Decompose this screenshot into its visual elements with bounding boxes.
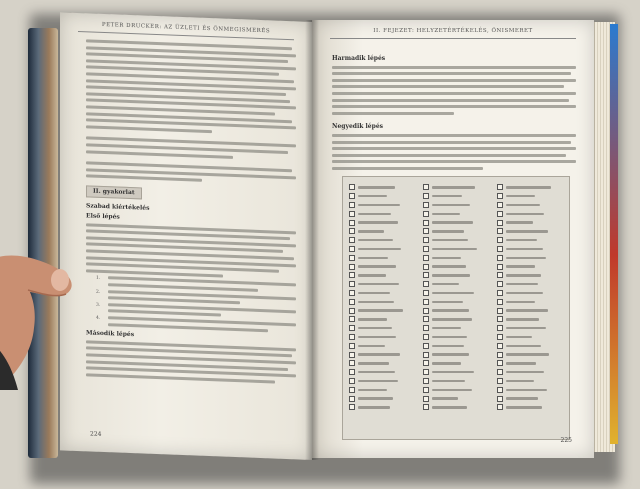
checklist-item	[497, 192, 567, 201]
checkbox-icon	[349, 228, 355, 234]
checkbox-icon	[497, 290, 503, 296]
checkbox-icon	[349, 299, 355, 305]
checkbox-icon	[349, 325, 355, 331]
checklist-item	[349, 245, 419, 254]
checklist-item	[497, 183, 567, 192]
checklist-item	[497, 385, 567, 394]
checklist-item-text	[506, 406, 542, 408]
checklist-item	[423, 236, 493, 245]
checkbox-icon	[497, 343, 503, 349]
checkbox-icon	[349, 220, 355, 226]
checkbox-icon	[349, 334, 355, 340]
checklist-item-text	[358, 380, 398, 382]
checklist-item-text	[358, 362, 389, 364]
checklist-item-text	[432, 389, 472, 391]
checkbox-icon	[349, 272, 355, 278]
checklist-item	[497, 253, 567, 262]
checkbox-icon	[423, 255, 429, 261]
checkbox-icon	[497, 193, 503, 199]
checkbox-icon	[349, 202, 355, 208]
checklist-item	[423, 368, 493, 377]
checklist-item	[423, 341, 493, 350]
checkbox-icon	[497, 369, 503, 375]
checklist-item	[497, 333, 567, 342]
checkbox-icon	[349, 255, 355, 261]
checkbox-icon	[497, 264, 503, 270]
checklist-item	[349, 236, 419, 245]
checklist-item	[423, 253, 493, 262]
checklist-item-text	[358, 204, 400, 206]
checkbox-icon	[423, 246, 429, 252]
checkbox-icon	[423, 228, 429, 234]
checkbox-icon	[349, 290, 355, 296]
checklist-item	[349, 262, 419, 271]
checklist-item-text	[506, 195, 535, 197]
checklist-item	[423, 262, 493, 271]
checklist-item	[497, 297, 567, 306]
checklist-item-text	[506, 239, 537, 241]
checkbox-icon	[497, 396, 503, 402]
checklist-item-text	[358, 186, 395, 188]
checklist-item	[349, 297, 419, 306]
checklist-item	[497, 377, 567, 386]
checklist-item	[349, 306, 419, 315]
checklist-item-text	[506, 345, 541, 347]
checklist-item	[349, 385, 419, 394]
checklist-item	[423, 209, 493, 218]
right-text-top	[332, 54, 576, 174]
checkbox-icon	[423, 308, 429, 314]
checkbox-icon	[349, 396, 355, 402]
checklist-item-text	[432, 186, 475, 188]
checklist-table	[342, 176, 570, 440]
checklist-item-text	[432, 204, 470, 206]
checklist-item	[497, 236, 567, 245]
checkbox-icon	[423, 360, 429, 366]
checklist-item-text	[432, 230, 464, 232]
checkbox-icon	[423, 352, 429, 358]
checklist-item-text	[506, 327, 546, 329]
checklist-item-text	[358, 248, 401, 250]
checklist-item	[423, 297, 493, 306]
checkbox-icon	[349, 184, 355, 190]
checklist-item	[497, 359, 567, 368]
left-text-top	[86, 39, 296, 387]
checklist-item-text	[358, 397, 393, 399]
checklist-item	[497, 324, 567, 333]
left-subheading-2: Első lépés	[86, 212, 120, 221]
checkbox-icon	[349, 369, 355, 375]
checklist-item-text	[358, 213, 391, 215]
checklist-item	[423, 394, 493, 403]
left-page-number: 224	[90, 430, 102, 438]
checklist-item	[497, 280, 567, 289]
checklist-item	[349, 183, 419, 192]
checklist-item-text	[358, 389, 387, 391]
checklist-item-text	[506, 204, 540, 206]
section-label: II. gyakorlat	[86, 185, 142, 200]
checklist-item	[497, 315, 567, 324]
checkbox-icon	[349, 193, 355, 199]
checklist-item	[423, 359, 493, 368]
checklist-item-text	[506, 362, 536, 364]
left-page	[60, 12, 312, 460]
right-running-head-text: II. FEJEZET: HELYZETÉRTÉKELÉS, ÖNISMERET	[373, 28, 533, 34]
checkbox-icon	[423, 343, 429, 349]
checklist-item	[497, 271, 567, 280]
checklist-item-text	[432, 221, 473, 223]
checkbox-icon	[423, 193, 429, 199]
checkbox-icon	[497, 378, 503, 384]
checklist-item-text	[506, 221, 533, 223]
checklist-item-text	[506, 397, 538, 399]
checklist-item-text	[506, 230, 548, 232]
checkbox-icon	[423, 281, 429, 287]
checkbox-icon	[497, 272, 503, 278]
list-item: 2.	[96, 289, 296, 310]
checklist-item-text	[358, 239, 393, 241]
checkbox-icon	[497, 334, 503, 340]
right-subheading-1: Harmadik lépés	[332, 55, 386, 62]
checklist-column-3	[497, 183, 567, 412]
checkbox-icon	[423, 237, 429, 243]
checklist-item-text	[506, 318, 539, 320]
checkbox-icon	[497, 387, 503, 393]
left-subheading-3: Második lépés	[86, 329, 135, 339]
checkbox-icon	[497, 281, 503, 287]
checkbox-icon	[497, 202, 503, 208]
checklist-item	[497, 209, 567, 218]
checklist-item	[423, 377, 493, 386]
checklist-item	[349, 368, 419, 377]
checklist-item-text	[432, 318, 472, 320]
checklist-item-text	[358, 406, 390, 408]
checkbox-icon	[423, 272, 429, 278]
checklist-item-text	[432, 353, 469, 355]
checklist-item-text	[358, 309, 403, 311]
checklist-item-text	[506, 380, 534, 382]
checklist-item	[497, 350, 567, 359]
list-item: 3.	[96, 302, 296, 323]
checkbox-icon	[423, 264, 429, 270]
checkbox-icon	[423, 325, 429, 331]
checklist-item-text	[432, 397, 458, 399]
checklist-item	[497, 289, 567, 298]
checkbox-icon	[349, 281, 355, 287]
checklist-item-text	[506, 336, 532, 338]
left-running-head	[60, 20, 312, 36]
right-page-number: 225	[560, 437, 572, 444]
checklist-item	[423, 245, 493, 254]
checkbox-icon	[349, 343, 355, 349]
right-running-head	[312, 28, 594, 34]
checklist-item	[497, 245, 567, 254]
checkbox-icon	[423, 202, 429, 208]
checklist-item-text	[506, 389, 547, 391]
checklist-item-text	[506, 248, 543, 250]
list-item: 1.	[96, 276, 296, 297]
checkbox-icon	[497, 246, 503, 252]
checklist-item-text	[358, 327, 392, 329]
checklist-item	[349, 359, 419, 368]
checklist-item-text	[432, 345, 464, 347]
hand-image	[0, 240, 90, 390]
checkbox-icon	[349, 246, 355, 252]
checklist-item	[349, 209, 419, 218]
checklist-item	[423, 201, 493, 210]
checklist-item-text	[432, 292, 474, 294]
checklist-item	[423, 218, 493, 227]
checklist-item-text	[432, 257, 461, 259]
checklist-item-text	[506, 353, 549, 355]
checklist-item	[349, 201, 419, 210]
checkbox-icon	[423, 290, 429, 296]
checklist-item-text	[432, 336, 467, 338]
checklist-item	[349, 280, 419, 289]
checkbox-icon	[349, 264, 355, 270]
checklist-item	[349, 227, 419, 236]
checklist-item	[497, 341, 567, 350]
checklist-item-text	[432, 283, 459, 285]
checklist-item	[349, 350, 419, 359]
checklist-item	[349, 271, 419, 280]
checklist-item-text	[506, 213, 544, 215]
checklist-item	[497, 262, 567, 271]
checklist-item-text	[506, 257, 546, 259]
checklist-item-text	[432, 327, 461, 329]
checklist-item	[423, 183, 493, 192]
checklist-item	[349, 333, 419, 342]
checkbox-icon	[423, 184, 429, 190]
checkbox-icon	[497, 360, 503, 366]
checklist-item-text	[358, 230, 384, 232]
checklist-item-text	[432, 362, 461, 364]
checkbox-icon	[423, 334, 429, 340]
checklist-item	[423, 271, 493, 280]
checklist-item	[423, 385, 493, 394]
checklist-item-text	[432, 380, 465, 382]
checklist-item	[423, 324, 493, 333]
checklist-item-text	[358, 371, 395, 373]
checklist-item	[497, 403, 567, 412]
checklist-item	[349, 315, 419, 324]
checklist-item	[423, 315, 493, 324]
checklist-item-text	[506, 274, 541, 276]
checkbox-icon	[423, 369, 429, 375]
checklist-item-text	[358, 265, 396, 267]
checklist-item	[497, 394, 567, 403]
checklist-item-text	[432, 309, 469, 311]
checkbox-icon	[497, 220, 503, 226]
checklist-item-text	[506, 292, 543, 294]
checklist-item	[423, 289, 493, 298]
checklist-item-text	[432, 274, 470, 276]
checklist-item	[497, 368, 567, 377]
checkbox-icon	[497, 352, 503, 358]
checklist-item-text	[506, 371, 544, 373]
checklist-item	[349, 377, 419, 386]
checklist-item-text	[506, 186, 551, 188]
checklist-item-text	[432, 213, 460, 215]
checklist-item-text	[506, 265, 535, 267]
checklist-item-text	[358, 345, 385, 347]
checkbox-icon	[423, 220, 429, 226]
checkbox-icon	[349, 316, 355, 322]
book-gutter	[305, 20, 319, 460]
checklist-item-text	[432, 239, 468, 241]
checklist-item	[349, 324, 419, 333]
checkbox-icon	[497, 228, 503, 234]
checklist-item	[349, 253, 419, 262]
checklist-item-text	[358, 318, 387, 320]
checklist-column-2	[423, 183, 493, 412]
checklist-item	[497, 201, 567, 210]
checkbox-icon	[349, 387, 355, 393]
checkbox-icon	[497, 325, 503, 331]
checklist-item	[423, 350, 493, 359]
checkbox-icon	[349, 211, 355, 217]
checklist-item-text	[432, 406, 467, 408]
checklist-item	[349, 341, 419, 350]
right-page	[312, 20, 594, 458]
checkbox-icon	[497, 308, 503, 314]
checklist-item-text	[432, 195, 462, 197]
checklist-item	[349, 192, 419, 201]
checkbox-icon	[349, 378, 355, 384]
checklist-item	[497, 306, 567, 315]
checklist-item-text	[506, 309, 548, 311]
checkbox-icon	[349, 237, 355, 243]
checkbox-icon	[497, 316, 503, 322]
checkbox-icon	[349, 308, 355, 314]
checklist-item-text	[432, 301, 463, 303]
checkbox-icon	[423, 378, 429, 384]
checklist-item	[497, 218, 567, 227]
checklist-item-text	[358, 221, 398, 223]
right-subheading-2: Negyedik lépés	[332, 123, 384, 131]
checkbox-icon	[423, 211, 429, 217]
checklist-item	[423, 192, 493, 201]
checklist-item-text	[506, 283, 538, 285]
checkbox-icon	[423, 387, 429, 393]
checkbox-icon	[497, 255, 503, 261]
checklist-item	[423, 227, 493, 236]
checklist-item-text	[358, 195, 387, 197]
checklist-item	[497, 227, 567, 236]
checklist-item-text	[432, 371, 474, 373]
checklist-item	[423, 280, 493, 289]
checkbox-icon	[423, 396, 429, 402]
checklist-item-text	[358, 336, 396, 338]
checkbox-icon	[497, 211, 503, 217]
checkbox-icon	[349, 352, 355, 358]
checklist-item	[423, 403, 493, 412]
checkbox-icon	[497, 237, 503, 243]
checkbox-icon	[497, 299, 503, 305]
checklist-item	[349, 218, 419, 227]
checklist-item-text	[358, 274, 386, 276]
checklist-item	[349, 289, 419, 298]
list-item: 4.	[96, 316, 296, 337]
checkbox-icon	[497, 184, 503, 190]
checklist-item-text	[358, 301, 394, 303]
checklist-item	[349, 403, 419, 412]
checklist-column-1	[349, 183, 419, 412]
checklist-item-text	[506, 301, 535, 303]
left-subheading-1: Szabad kiértékelés	[86, 202, 150, 213]
left-running-head-text: PETER DRUCKER: AZ ÜZLETI ÉS ÖNMEGISMERÉS	[101, 21, 271, 35]
checklist-item	[349, 394, 419, 403]
checklist-item	[423, 306, 493, 315]
checkbox-icon	[423, 404, 429, 410]
checkbox-icon	[349, 360, 355, 366]
checkbox-icon	[423, 316, 429, 322]
checkbox-icon	[497, 404, 503, 410]
checklist-item-text	[358, 283, 399, 285]
checklist-item-text	[432, 265, 466, 267]
book-cover-right-edge	[610, 24, 618, 444]
checkbox-icon	[349, 404, 355, 410]
checklist-item-text	[432, 248, 477, 250]
checkbox-icon	[423, 299, 429, 305]
checklist-item-text	[358, 257, 388, 259]
checklist-item-text	[358, 292, 390, 294]
checklist-item	[423, 333, 493, 342]
checklist-item-text	[358, 353, 400, 355]
